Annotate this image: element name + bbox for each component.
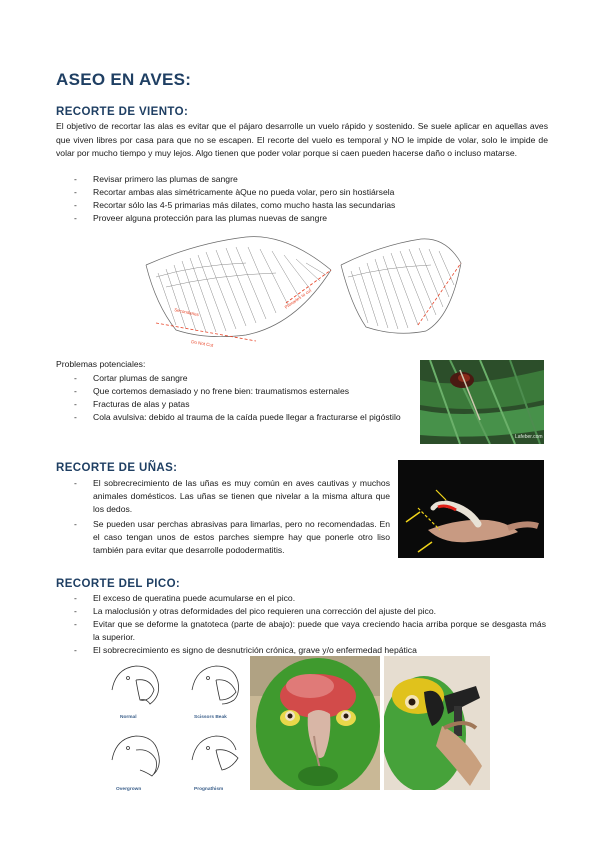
section-heading-beak: RECORTE DEL PICO:	[56, 578, 181, 590]
problems-label: Problemas potenciales:	[56, 359, 146, 369]
nails-list	[74, 477, 390, 556]
beak-list	[74, 592, 546, 657]
beak-label-scissors: Scissors Beak	[194, 715, 227, 720]
page-title: ASEO EN AVES:	[56, 70, 192, 89]
beak-label-overgrown: Overgrown	[116, 787, 142, 792]
beak-label-prognathism: Prognathism	[194, 787, 224, 792]
beak-trimming-photo	[384, 656, 490, 790]
list-item: - Recortar ambas alas simétricamente àQue no pueda volar, pero sin hostiársela	[74, 186, 548, 199]
list-item: - Cola avulsiva: debido al trauma de la caída puede llegar a fracturarse el pigóstilo	[74, 411, 411, 424]
list-item: - El exceso de queratina puede acumularse en el pico.	[74, 592, 546, 605]
list-item: - La maloclusión y otras deformidades del pico requieren una corrección del ajuste del pico.	[74, 605, 546, 618]
diagram-label-do-not-cut: Do Not Cut	[190, 339, 214, 348]
list-item: - Proveer alguna protección para las plumas nuevas de sangre	[74, 212, 548, 225]
beak-label-normal: Normal	[120, 715, 137, 720]
beak-deformity-diagram	[106, 660, 256, 798]
section-heading-wing: RECORTE DE VIENTO:	[56, 106, 189, 118]
list-item: - El sobrecrecimiento de las uñas es muy común en aves cautivas y muchos animales domésticos. Las uñas se tienen que nivelar a la misma altura que los dedos.	[74, 477, 390, 516]
section-heading-nails: RECORTE DE UÑAS:	[56, 462, 178, 474]
list-item: - Recortar sólo las 4-5 primarias más dilates, como mucho hasta las secundarias	[74, 199, 548, 212]
problems-list	[74, 372, 411, 424]
list-item: - Cortar plumas de sangre	[74, 372, 411, 385]
list-item: - Evitar que se deforme la gnatoteca (parte de abajo): puede que vaya creciendo hacia arriba porque se desgasta más la superior.	[74, 618, 546, 644]
list-item: - Revisar primero las plumas de sangre	[74, 173, 548, 186]
diagram-label-primaries: Primaries to cut	[283, 287, 313, 310]
list-item: - El sobrecrecimiento es signo de desnutrición crónica, grave y/o enfermedad hepática	[74, 644, 546, 657]
list-item: - Que cortemos demasiado y no frene bien: traumatismos esternales	[74, 385, 411, 398]
wing-steps-list	[74, 173, 548, 225]
wing-intro-paragraph: El objetivo de recortar las alas es evitar que el pájaro desarrolle un vuelo rápido y sostenido. Se suele aplicar en aquellas aves que viven libres por casa para que no se escapen. El recorte del vuelo es temporal y NO le impide de volar, solo le impide de volar por mucho tiempo y muy lejos. Algo tienen que poder volar porque si caen pueden hacerse daño o incluso matarse.	[56, 121, 548, 159]
list-item: - Se pueden usar perchas abrasivas para limarlas, pero no recomendadas. En el caso tengan unos de estos parches siempre hay que ponerle otro liso también para evitar que desarrolle pododermatitis.	[74, 518, 390, 557]
photo-credit: Lafeber.com	[515, 434, 543, 440]
blood-feather-photo	[420, 360, 544, 444]
wing-clipping-diagram	[136, 225, 466, 350]
list-item: - Fracturas de alas y patas	[74, 398, 411, 411]
diagram-label-secondaries: Secondaries	[173, 307, 200, 318]
nail-trim-photo	[398, 460, 544, 558]
parrot-overgrown-beak-photo	[250, 656, 380, 790]
